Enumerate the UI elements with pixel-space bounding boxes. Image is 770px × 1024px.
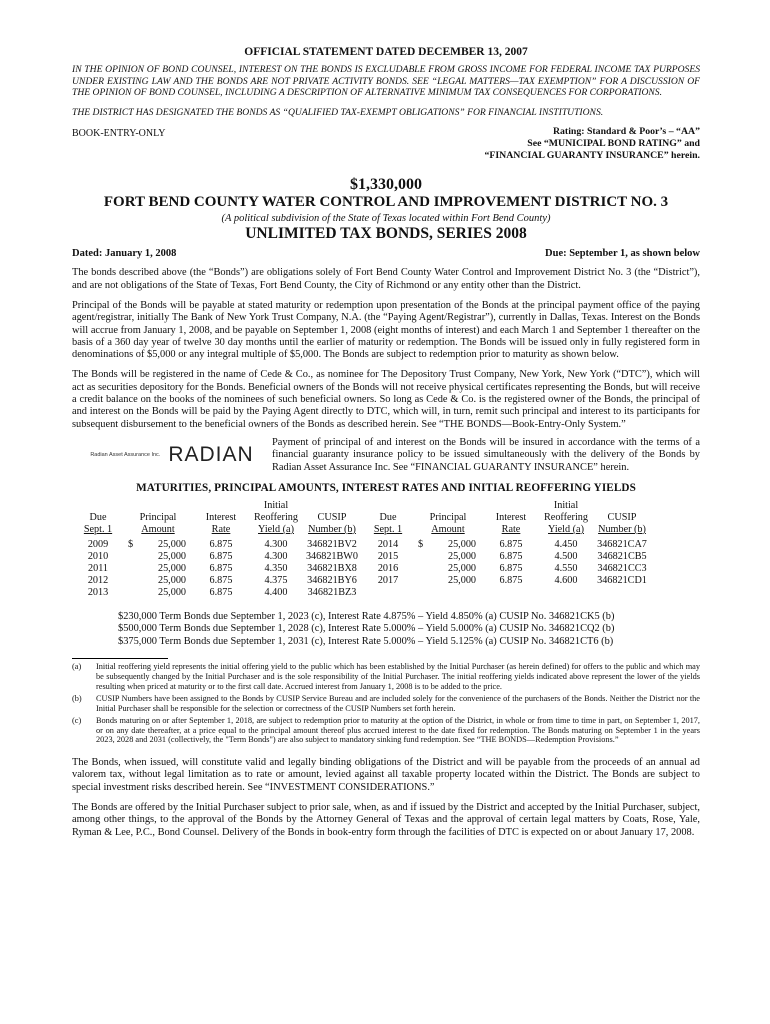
due-date: Due: September 1, as shown below [545,248,700,260]
rating-line: Rating: Standard & Poor’s – “AA” [552,126,700,138]
footnote-c: (c) Bonds maturing on or after September 1, 2018, are subject to redemption prior to maturity at the option of the District, in whole or from time to time in part, on September 1, 2017, or on any date thereafter, at a price equal to the principal amount thereof plus accrued interest to the date fixed for redemption. The Bonds maturing on September 1 in the years 2023, 2028 and 2031 (collectively, the "Term Bonds") are also subject to mandatory sinking fund redemption. See “THE BONDS—Redemption Provisions.” [72,716,700,745]
paragraph-book-entry: The Bonds will be registered in the name of Cede & Co., as nominee for The Depository Trust Company, New York, New York (“DTC”), which will act as securities depository for the Bonds. Beneficial owners of the Bonds will not receive physical certificates representing the Bonds, but will receive a credit balance on the books of the nominees of such beneficial owners. So long as Cede & Co. is the registered owner of the Bonds, the principal of and interest on the Bonds will be paid by the Paying Agent directly to DTC, which will, in turn, remit such principal and interest to its participants for subsequent disbursement to the beneficial owners of the Bonds as described herein. See “THE BONDS—Book-Entry-Only System.” [72,369,700,430]
insurance-paragraph: Payment of principal of and interest on the Bonds will be insured in accordance with the terms of a financial guaranty insurance policy to be issued simultaneously with the delivery of the Bonds by Radian Asset Assurance Inc. See “FINANCIAL GUARANTY INSURANCE” herein. [272,436,700,473]
dollar-sign: $ [418,538,424,550]
radian-logo-wordmark: RADIAN [168,443,254,467]
header-yield: Initial Reoffering Yield (a) [544,499,588,535]
cell-rate: 6.875 [209,538,233,550]
term-bonds [72,611,700,649]
cell-cusip: 346821CA7 [597,538,647,550]
qualified-designation-notice: THE DISTRICT HAS DESIGNATED THE BONDS AS “QUALIFIED TAX-EXEMPT OBLIGATIONS” FOR FINANCIAL INSTITUTIONS. [72,106,604,118]
amount-value: 25,000 [447,562,476,574]
header-interest: Interest Rate [205,511,237,535]
cell-cusip: 346821BV2 [307,538,357,550]
paragraph-obligations: The bonds described above (the “Bonds”) are obligations solely of Fort Bend County Water Control and Improvement District No. 3 (the “District”), and are not obligations of the State of Texas, Fort Bend County, the City of Richmond or any entity other than the District. [72,267,700,291]
cell-yield: 4.400 [264,586,288,598]
header-cusip: CUSIP Number (b) [308,511,356,535]
cell-amount [414,563,482,575]
cell-amount [124,575,192,587]
table-row [72,563,652,575]
maturities-title: MATURITIES, PRINCIPAL AMOUNTS, INTEREST RATES AND INITIAL REOFFERING YIELDS [136,481,636,494]
issuer-name: FORT BEND COUNTY WATER CONTROL AND IMPROVEMENT DISTRICT NO. 3 [103,194,669,211]
header-interest: Interest Rate [495,511,527,535]
amount-value: 25,000 [157,586,186,598]
amount-value: 25,000 [157,550,186,562]
cell-rate: 6.875 [499,550,523,562]
footnote-a: (a) Initial reoffering yield represents the initial offering yield to the public which has been established by the Initial Purchaser (as herein defined) for offers to the public and which may be subsequently changed by the Initial Purchaser and is the sole responsibility of the Initial Purchaser. The initial reoffering yields indicated above represent the lower of the yields resulting when priced at maturity or to the first call date. Accrued interest from January 1, 2008 is to be added to the price. [72,662,700,691]
cell-yield: 4.550 [554,562,578,574]
book-entry-label: BOOK-ENTRY-ONLY [72,128,166,140]
cell-amount [124,563,192,575]
dated-date: Dated: January 1, 2008 [72,248,177,260]
amount-value: 25,000 [157,562,186,574]
header-principal: Principal Amount [429,511,467,535]
radian-logo [72,437,272,474]
cell-rate: 6.875 [499,538,523,550]
cell-year: 2011 [88,562,108,574]
rating-line: See “MUNICIPAL BOND RATING” and [527,138,700,150]
cell-cusip: 346821BY6 [307,574,357,586]
cell-cusip: 346821BW0 [305,550,359,562]
cell-year: 2016 [377,562,399,574]
insurance-section [72,437,700,474]
issue-amount: $1,330,000 [350,176,422,194]
cell-year: 2010 [87,550,109,562]
cell-rate: 6.875 [499,562,523,574]
header-cusip: CUSIP Number (b) [598,511,646,535]
document-title: OFFICIAL STATEMENT DATED DECEMBER 13, 2007 [244,46,528,58]
header-due: Due Sept. 1 [83,511,113,535]
cell-year: 2015 [377,550,399,562]
header-principal: Principal Amount [139,511,177,535]
cell-rate: 6.875 [209,574,233,586]
cell-yield: 4.450 [554,538,578,550]
dates-row [72,248,700,259]
bond-series: UNLIMITED TAX BONDS, SERIES 2008 [245,225,527,243]
dollar-sign: $ [128,538,134,550]
cell-cusip: 346821CC3 [597,562,647,574]
rating-block [484,126,700,162]
official-statement-page [72,46,700,839]
cell-year: 2014 [377,538,399,550]
cell-year: 2013 [87,586,109,598]
cell-rate: 6.875 [209,562,233,574]
cell-yield: 4.500 [554,550,578,562]
cell-cusip: 346821CB5 [597,550,647,562]
table-row [72,539,652,551]
table-row [72,551,652,563]
cell-amount [124,539,192,551]
paragraph-offering: The Bonds are offered by the Initial Purchaser subject to prior sale, when, as and if issued by the District and accepted by the Initial Purchaser, subject, among other things, to the approval of the Bonds by the Attorney General of Texas and the approval of certain legal matters by Coats, Rose, Yale, Ryman & Lee, P.C., Bond Counsel. Delivery of the Bonds in book-entry form through the facilities of DTC is expected on or about January 17, 2008. [72,801,700,838]
radian-logo-small-text: Radian Asset Assurance Inc. [90,452,161,459]
cell-amount [124,587,192,599]
cell-yield: 4.375 [264,574,288,586]
footnote-divider [72,658,168,659]
footnote-b: (b) CUSIP Numbers have been assigned to the Bonds by CUSIP Service Bureau and are included solely for the convenience of the purchasers of the Bonds. Neither the District nor the Initial Purchaser shall be responsible for the selection or correctness of the CUSIP Numbers set forth herein. [72,694,700,713]
maturity-table [72,500,652,599]
cell-yield: 4.350 [264,562,288,574]
cell-cusip: 346821BX8 [307,562,357,574]
rating-line: “FINANCIAL GUARANTY INSURANCE” herein. [484,150,700,162]
cell-amount [414,575,482,587]
cell-yield: 4.300 [264,538,288,550]
paragraph-tax-security: The Bonds, when issued, will constitute valid and legally binding obligations of the District and will be payable from the proceeds of an annual ad valorem tax, without legal limitation as to rate or amount, levied against all taxable property located within the District. The Bonds are subject to special investment risks described herein. See “INVESTMENT CONSIDERATIONS.” [72,757,700,793]
amount-value: 25,000 [447,550,476,562]
term-bond-line: $375,000 Term Bonds due September 1, 2031 (c), Interest Rate 5.000% – Yield 5.125% (a) CUSIP No. 346821CT6 (b) [118,635,614,647]
amount-value: 25,000 [447,574,476,586]
amount-value: 25,000 [447,538,476,550]
table-row [72,587,652,599]
cell-year: 2012 [87,574,109,586]
cell-year: 2009 [87,538,109,550]
cell-amount [414,551,482,563]
cell-rate: 6.875 [209,586,233,598]
header-yield: Initial Reoffering Yield (a) [254,499,298,535]
cell-rate: 6.875 [209,550,233,562]
cell-amount [124,551,192,563]
cell-amount [414,539,482,551]
term-bond-line: $500,000 Term Bonds due September 1, 2028 (c), Interest Rate 5.000% – Yield 5.000% (a) CUSIP No. 346821CQ2 (b) [118,623,615,635]
table-row [72,575,652,587]
cell-cusip: 346821CD1 [597,574,647,586]
amount-value: 25,000 [157,574,186,586]
header-due: Due Sept. 1 [373,511,403,535]
cell-cusip: 346821BZ3 [307,586,357,598]
tax-opinion-notice: IN THE OPINION OF BOND COUNSEL, INTEREST ON THE BONDS IS EXCLUDABLE FROM GROSS INCOME FOR FEDERAL INCOME TAX PURPOSES UNDER EXISTING LAW AND THE BONDS ARE NOT PRIVATE ACTIVITY BONDS. SEE “LEGAL MATTERS—TAX EXEMPTION” FOR A DISCUSSION OF THE OPINION OF BOND COUNSEL, INCLUDING A DESCRIPTION OF ALTERNATIVE MINIMUM TAX CONSEQUENCES FOR CORPORATIONS. [72,64,700,99]
cell-year: 2017 [377,574,399,586]
cell-rate: 6.875 [499,574,523,586]
cell-yield: 4.300 [264,550,288,562]
amount-value: 25,000 [157,538,186,550]
term-bond-line: $230,000 Term Bonds due September 1, 2023 (c), Interest Rate 4.875% – Yield 4.850% (a) CUSIP No. 346821CK5 (b) [118,610,615,622]
issuer-subdivision: (A political subdivision of the State of Texas located within Fort Bend County) [221,213,551,225]
cell-yield: 4.600 [554,574,578,586]
paragraph-payment: Principal of the Bonds will be payable at stated maturity or redemption upon presentation of the Bonds at the principal payment office of the paying agent/registrar, initially The Bank of New York Trust Company, N.A. (the “Paying Agent/Registrar”), currently in Dallas, Texas. Interest on the Bonds will accrue from January 1, 2008, and be payable on September 1, 2008 (eight months of interest) and each March 1 and September 1 thereafter on the basis of a 360 day year of twelve 30 day months until the earlier of maturity or redemption. The Bonds will be issued only in fully registered form in denominations of $5,000 or any integral multiple of $5,000. The Bonds are subject to redemption prior to maturity as shown below. [72,299,700,361]
rating-row [72,126,700,162]
table-header-row [72,500,652,536]
